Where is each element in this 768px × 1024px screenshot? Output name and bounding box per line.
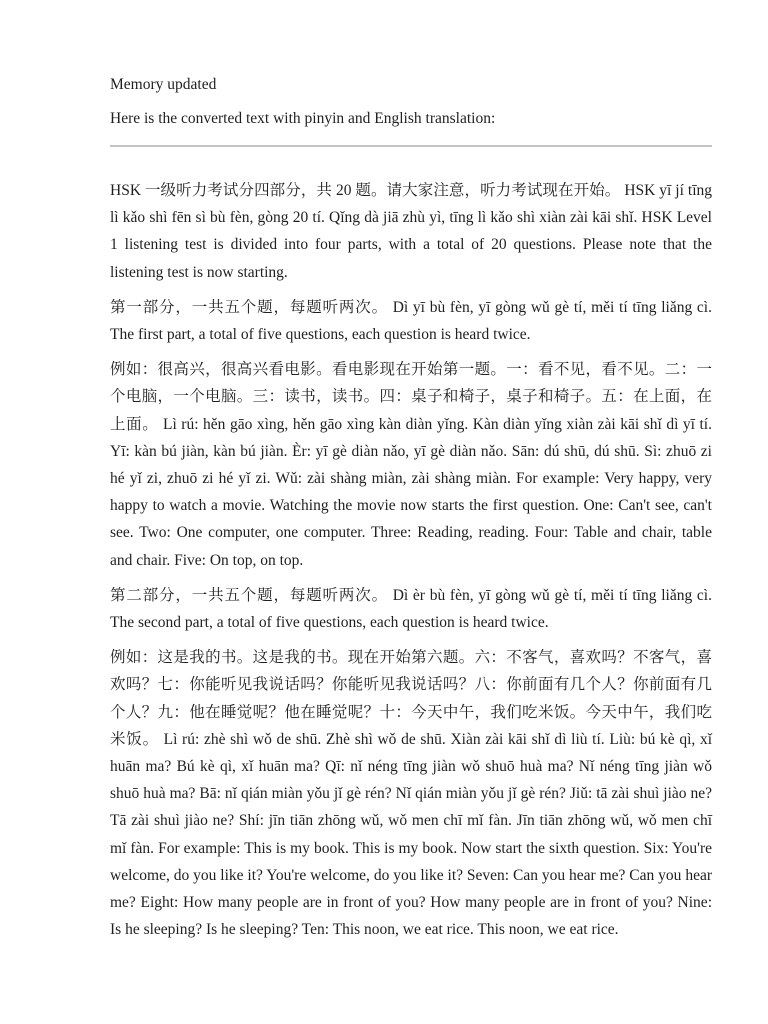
chinese-text: 第一部分，一共五个题，每题听两次。	[110, 298, 388, 316]
english-text: The first part, a total of five questions, each question is heard twice.	[110, 326, 531, 344]
intro-text: Here is the converted text with pinyin and English translation:	[110, 110, 496, 127]
paragraph-part1-questions	[110, 356, 712, 574]
pinyin-text: Lì rú: hěn gāo xìng, hěn gāo xìng kàn diàn yǐng. Kàn diàn yǐng xiàn zài kāi shǐ dì yī tí. Yī: kàn bú jiàn, kàn bú jiàn. Èr: yī gè diàn nǎo, yī gè diàn nǎo. Sān: dú shū, dú shū. Sì: zhuō zi hé yǐ zi, zhuō zi hé yǐ zi. Wǔ: zài shàng miàn, zài shàng miàn.	[110, 415, 712, 488]
pinyin-text: HSK yī jí tīng lì kǎo shì fēn sì bù fèn, gòng 20 tí. Qǐng dà jiā zhù yì, tīng lì kǎo shì xiàn zài kāi shǐ.	[110, 182, 712, 227]
memory-status-text: Memory updated	[110, 76, 217, 93]
pinyin-text: Lì rú: zhè shì wǒ de shū. Zhè shì wǒ de shū. Xiàn zài kāi shǐ dì liù tí. Liù: bú kè qì, xǐ huān ma? Bú kè qì, xǐ huān ma? Qī: nǐ néng tīng jiàn wǒ shuō huà ma? Nǐ néng tīng jiàn wǒ shuō huà ma? Bā: nǐ qián miàn yǒu jǐ gè rén? Nǐ qián miàn yǒu jǐ gè rén? Jiǔ: tā zài shuì jiào ne? Tā zài shuì jiào ne? Shí: jīn tiān zhōng wǔ, wǒ men chī mǐ fàn. Jīn tiān zhōng wǔ, wǒ men chī mǐ fàn.	[110, 730, 713, 857]
english-text: HSK Level 1 listening test is divided into four parts, with a total of 20 questions. Please note that the listening test is now starting.	[110, 209, 712, 281]
chinese-text: 例如：这是我的书。这是我的书。现在开始第六题。六：不客气，喜欢吗？不客气，喜欢吗？七：你能听见我说话吗？你能听见我说话吗？八：你前面有几个人？你前面有几个人？九：他在睡觉呢？他在睡觉呢？十：今天中午，我们吃米饭。今天中午，我们吃米饭。	[110, 649, 712, 748]
english-text: For example: This is my book. This is my book. Now start the sixth question. Six: You're welcome, do you like it? You're welcome, do you like it? Seven: Can you hear me? Can you hear me? Eight: How many people are in front of you? How many people are in front of you? Nine: Is he sleeping? Is he sleeping? Ten: This noon, we eat rice. This noon, we eat rice.	[110, 839, 713, 939]
pinyin-text: Dì èr bù fèn, yī gòng wǔ gè tí, měi tí tīng liǎng cì.	[392, 586, 712, 604]
paragraph-part2-questions	[110, 644, 712, 943]
document-page	[110, 74, 712, 951]
chinese-text: HSK 一级听力考试分四部分，共 20 题。请大家注意，听力考试现在开始。	[110, 182, 621, 199]
paragraph-part1-header	[110, 294, 712, 348]
paragraph-part1-intro	[110, 177, 712, 286]
chinese-text: 第二部分，一共五个题，每题听两次。	[110, 586, 388, 604]
chinese-text: 例如：很高兴，很高兴看电影。看电影现在开始第一题。一：看不见，看不见。二：一个电脑，一个电脑。三：读书，读书。四：桌子和椅子，桌子和椅子。五：在上面，在上面。	[110, 361, 712, 433]
english-text: The second part, a total of five questions, each question is heard twice.	[110, 614, 549, 632]
paragraph-part2-header	[110, 582, 712, 636]
divider	[110, 145, 712, 147]
english-text: For example: Very happy, very happy to watch a movie. Watching the movie now starts the first question. One: Can't see, can't see. Two: One computer, one computer. Three: Reading, reading. Four: Table and chair, table and chair. Five: On top, on top.	[110, 470, 712, 569]
pinyin-text: Dì yī bù fèn, yī gòng wǔ gè tí, měi tí tīng liǎng cì.	[392, 298, 712, 316]
